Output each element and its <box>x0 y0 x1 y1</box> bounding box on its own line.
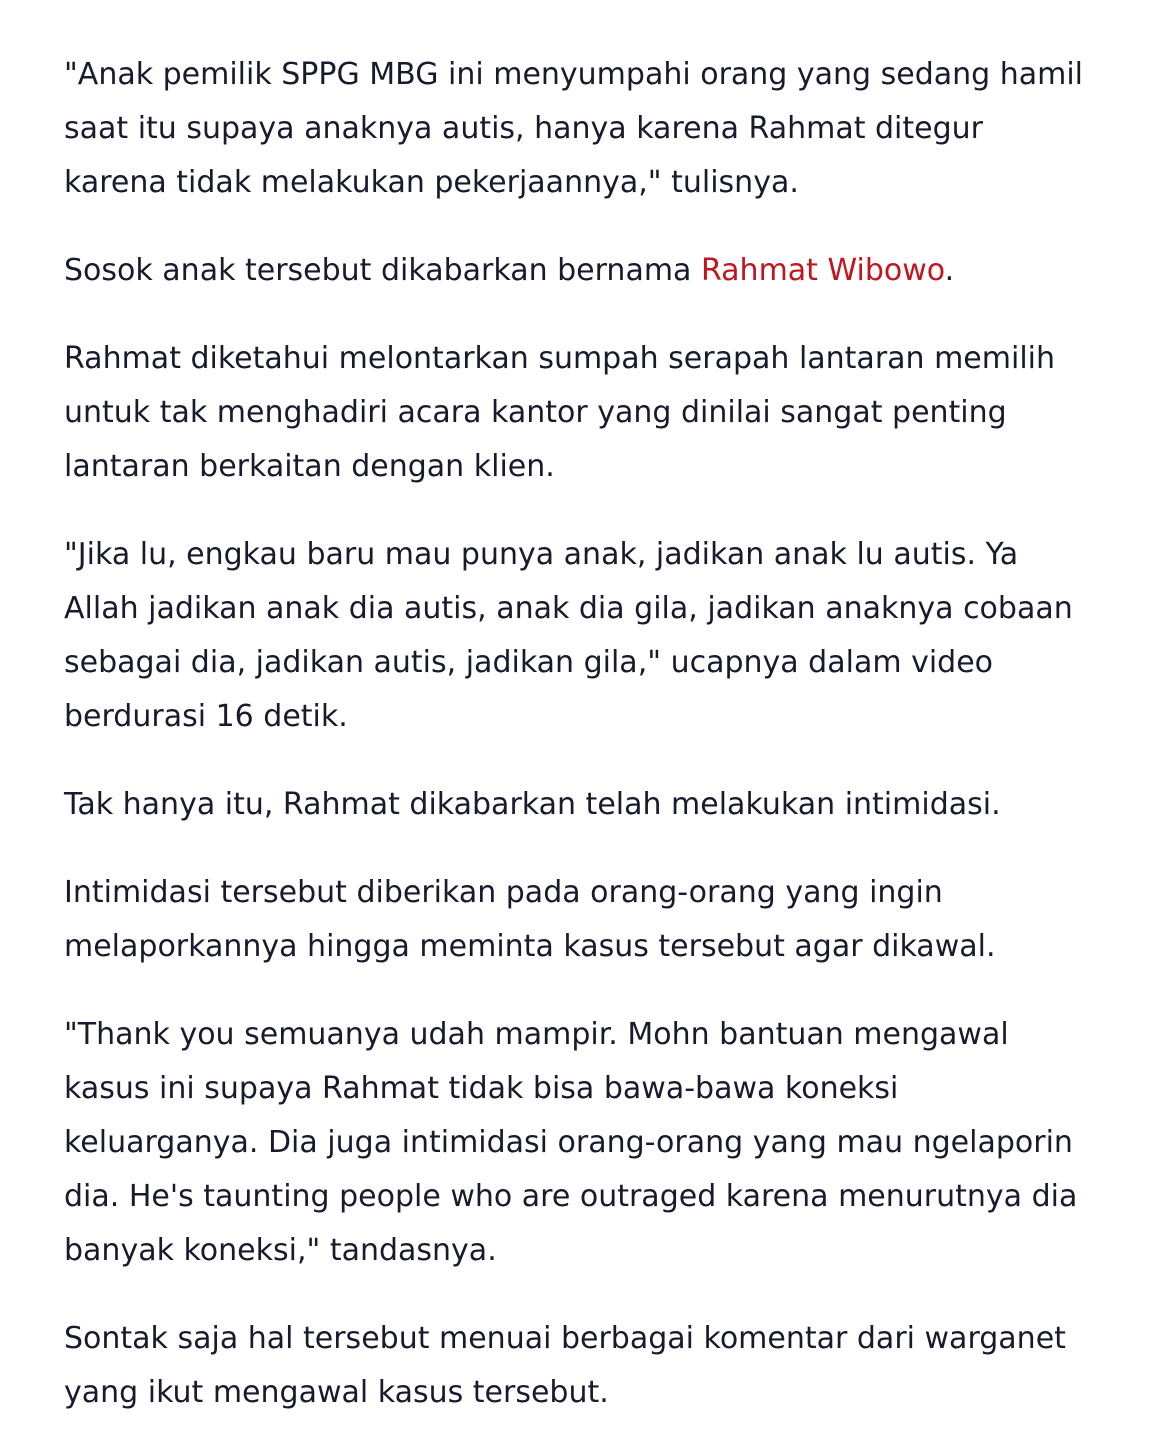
paragraph-intimidation-detail: Intimidasi tersebut diberikan pada orang-orang yang ingin melaporkannya hingga meminta kasus tersebut agar dikawal. <box>64 875 996 964</box>
paragraph-intimidation: Tak hanya itu, Rahmat dikabarkan telah melakukan intimidasi. <box>64 787 1001 822</box>
paragraph-name-period: . <box>944 253 955 288</box>
paragraph-quote-2: "Jika lu, engkau baru mau punya anak, jadikan anak lu autis. Ya Allah jadikan anak dia autis, anak dia gila, jadikan anaknya cobaan sebagai dia, jadikan autis, jadikan gila," ucapnya dalam video berdurasi 16 detik. <box>64 537 1073 734</box>
person-link-rahmat-wibowo[interactable]: Rahmat Wibowo <box>700 253 945 288</box>
paragraph-quote-3: "Thank you semuanya udah mampir. Mohn bantuan mengawal kasus ini supaya Rahmat tidak bisa bawa-bawa koneksi keluarganya. Dia juga intimidasi orang-orang yang mau ngelaporin dia. He's taunting people who are outraged karena menurutnya dia banyak koneksi," tandasnya. <box>64 1017 1078 1268</box>
paragraph-name <box>64 244 1090 298</box>
paragraph-reaction: Sontak saja hal tersebut menuai berbagai komentar dari warganet yang ikut mengawal kasus tersebut. <box>64 1321 1066 1410</box>
paragraph-name-text: Sosok anak tersebut dikabarkan bernama <box>64 253 701 288</box>
paragraph-reason: Rahmat diketahui melontarkan sumpah serapah lantaran memilih untuk tak menghadiri acara kantor yang dinilai sangat penting lantaran berkaitan dengan klien. <box>64 341 1056 484</box>
paragraph-quote-1: "Anak pemilik SPPG MBG ini menyumpahi orang yang sedang hamil saat itu supaya anaknya autis, hanya karena Rahmat ditegur karena tidak melakukan pekerjaannya," tulisnya. <box>64 57 1084 200</box>
